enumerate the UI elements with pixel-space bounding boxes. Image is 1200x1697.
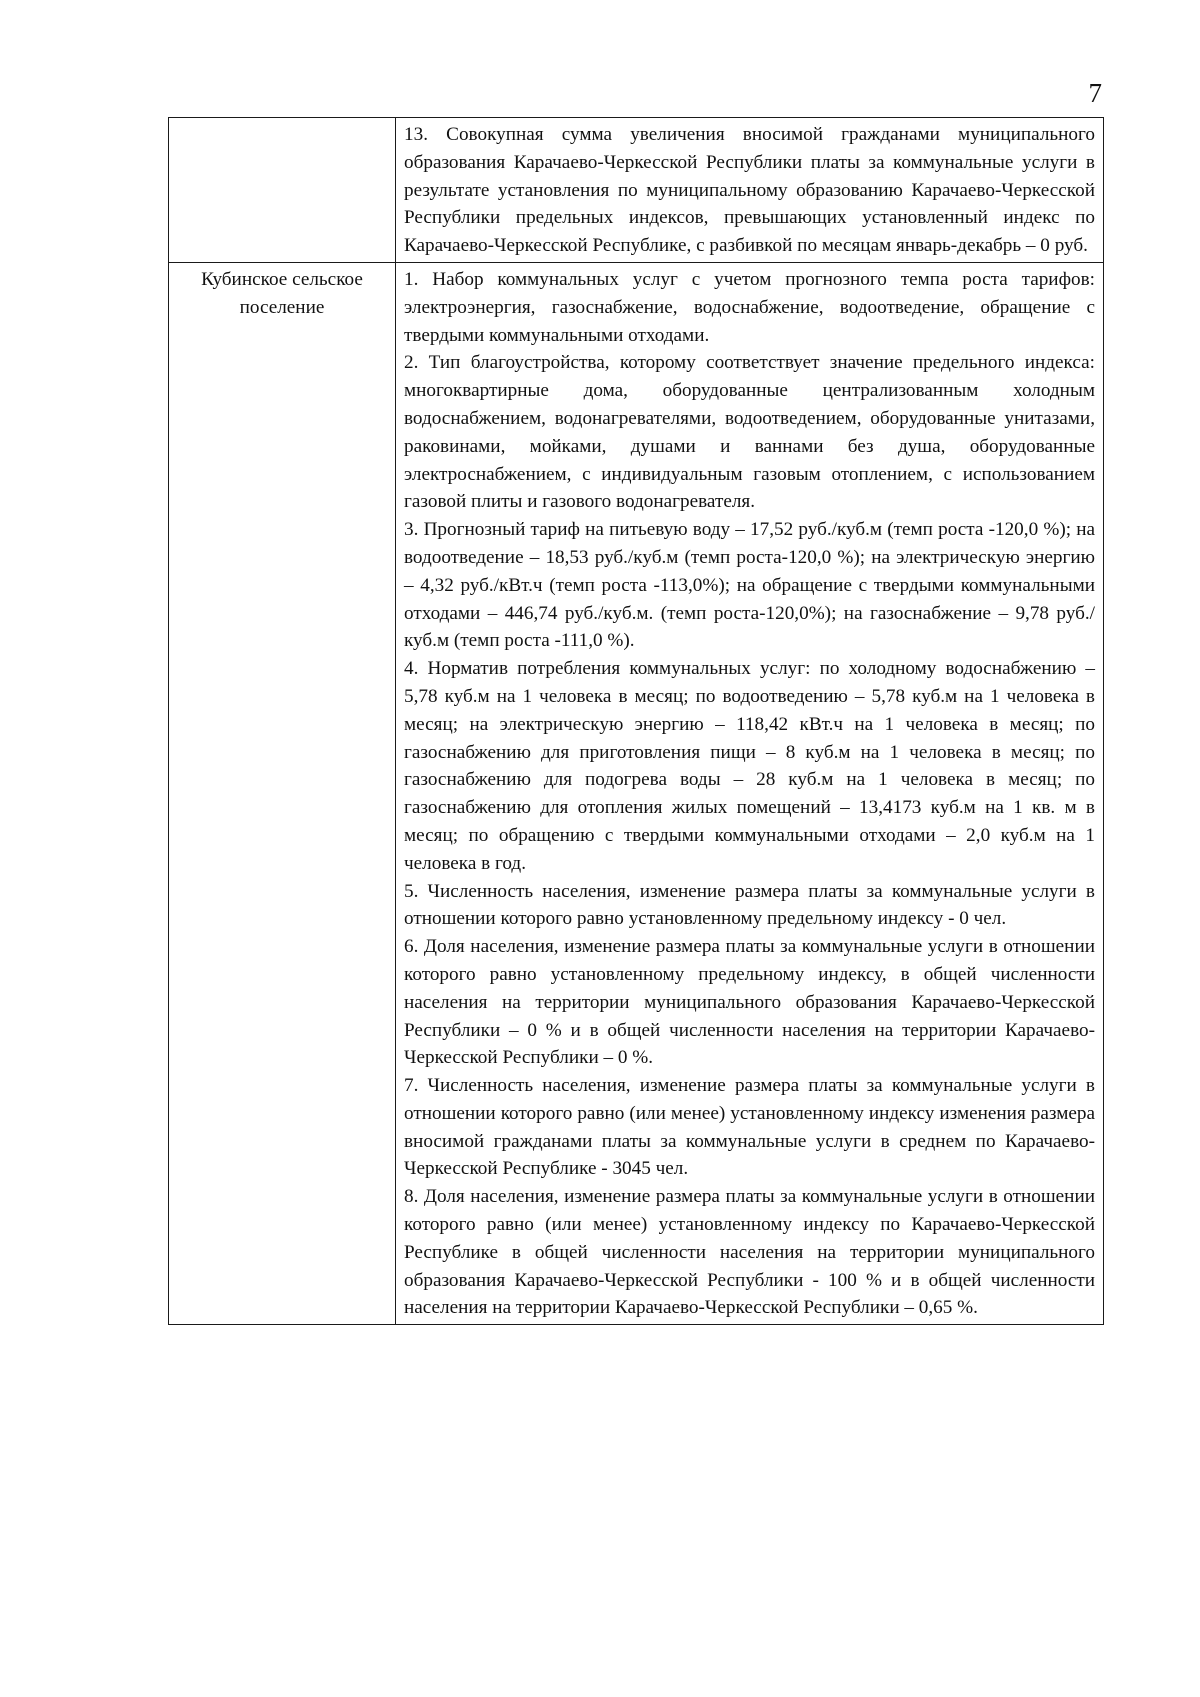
- document-table: [168, 117, 1104, 1325]
- description-cell: [396, 118, 1104, 263]
- page-number: 7: [1088, 78, 1102, 108]
- paragraph-5: 5. Численность населения, изменение размера платы за коммунальные услуги в отношении которого равно установленному предельному индексу - 0 чел.: [404, 880, 1095, 930]
- paragraph-6: 6. Доля населения, изменение размера платы за коммунальные услуги в отношении которого равно установленному предельному индексу, в общей численности населения на территории муниципального образования Карачаево-Черкесской Республики – 0 % и в общей численности населения на территории Карачаево-Черкесской Республики – 0 %.: [404, 936, 1095, 1069]
- paragraph-3: 3. Прогнозный тариф на питьевую воду – 17,52 руб./куб.м (темп роста -120,0 %); на водоотведение – 18,53 руб./куб.м (темп роста-120,0 %); на электрическую энергию – 4,32 руб./кВт.ч (темп роста -113,0%); на обращение с твердыми коммунальными отходами – 446,74 руб./куб.м. (темп роста-120,0%); на газоснабжение – 9,78 руб./куб.м (темп роста -111,0 %).: [404, 519, 1095, 652]
- paragraph-13: 13. Совокупная сумма увеличения вносимой гражданами муниципального образования Карачаево-Черкесской Республики платы за коммунальные услуги в результате установления по муниципальному образованию Карачаево-Черкесской Республики предельных индексов, превышающих установленный индекс по Карачаево-Черкесской Республике, с разбивкой по месяцам январь-декабрь – 0 руб.: [404, 124, 1095, 257]
- description-cell: [396, 262, 1104, 1324]
- paragraph-1: 1. Набор коммунальных услуг с учетом прогнозного темпа роста тарифов: электроэнергия, газоснабжение, водоснабжение, водоотведение, обращение с твердыми коммунальными отходами.: [404, 268, 1095, 346]
- table-row: [169, 118, 1104, 263]
- paragraph-7: 7. Численность населения, изменение размера платы за коммунальные услуги в отношении которого равно (или менее) установленному индексу изменения размера вносимой гражданами платы за коммунальные услуги в среднем по Карачаево-Черкесской Республике - 3045 чел.: [404, 1075, 1095, 1180]
- table-row: [169, 262, 1104, 1324]
- municipality-name-cell: Кубинское сельское поселение: [169, 262, 396, 1324]
- paragraph-2: 2. Тип благоустройства, которому соответствует значение предельного индекса: многоквартирные дома, оборудованные централизованным холодным водоснабжением, водонагревателями, водоотведением, оборудованные унитазами, раковинами, мойками, душами и ваннами без душа, оборудованные электроснабжением, с индивидуальным газовым отоплением, с использованием газовой плиты и газового водонагревателя.: [404, 352, 1095, 513]
- paragraph-8: 8. Доля населения, изменение размера платы за коммунальные услуги в отношении которого равно (или менее) установленному индексу по Карачаево-Черкесской Республике в общей численности населения на территории муниципального образования Карачаево-Черкесской Республики - 100 % и в общей численности населения на территории Карачаево-Черкесской Республики – 0,65 %.: [404, 1186, 1095, 1319]
- municipality-name-cell: [169, 118, 396, 263]
- paragraph-4: 4. Норматив потребления коммунальных услуг: по холодному водоснабжению – 5,78 куб.м на 1 человека в месяц; по водоотведению – 5,78 куб.м на 1 человека в месяц; на электрическую энергию – 118,42 кВт.ч на 1 человека в месяц; по газоснабжению для приготовления пищи – 8 куб.м на 1 человека в месяц; по газоснабжению для подогрева воды – 28 куб.м на 1 человека в месяц; по газоснабжению для отопления жилых помещений – 13,4173 куб.м на 1 кв. м в месяц; по обращению с твердыми коммунальными отходами – 2,0 куб.м на 1 человека в год.: [404, 658, 1095, 874]
